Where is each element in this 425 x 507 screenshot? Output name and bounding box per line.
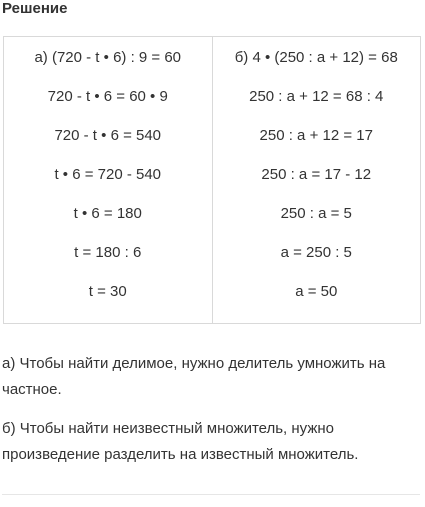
equation-step: 250 : a = 5	[280, 205, 352, 222]
equation-step: 720 - t • 6 = 60 • 9	[47, 88, 168, 105]
equation-step: t = 180 : 6	[74, 244, 142, 261]
equation-step: 250 : a + 12 = 68 : 4	[249, 88, 384, 105]
solution-column-b	[212, 37, 421, 323]
equation-step: a = 250 : 5	[280, 244, 352, 261]
equation-answer: a = 50	[295, 283, 338, 300]
equation-step: t • 6 = 180	[73, 205, 142, 222]
solution-table	[3, 36, 421, 324]
explanation-a: а) Чтобы найти делимое, нужно делитель умножить на частное.	[2, 355, 386, 398]
equation-step: t • 6 = 720 - 540	[54, 166, 162, 183]
equation-step: а) (720 - t • 6) : 9 = 60	[34, 49, 182, 66]
equation-step: 720 - t • 6 = 540	[54, 127, 162, 144]
equation-step: 250 : a = 17 - 12	[261, 166, 372, 183]
solution-heading: Решение	[2, 0, 68, 17]
divider	[2, 494, 420, 495]
equation-step: б) 4 • (250 : a + 12) = 68	[234, 49, 398, 66]
equation-step: 250 : a + 12 = 17	[259, 127, 373, 144]
equation-answer: t = 30	[88, 283, 127, 300]
solution-column-a	[4, 37, 212, 323]
explanation-b: б) Чтобы найти неизвестный множитель, нужно произведение разделить на известный множитель.	[2, 420, 359, 463]
